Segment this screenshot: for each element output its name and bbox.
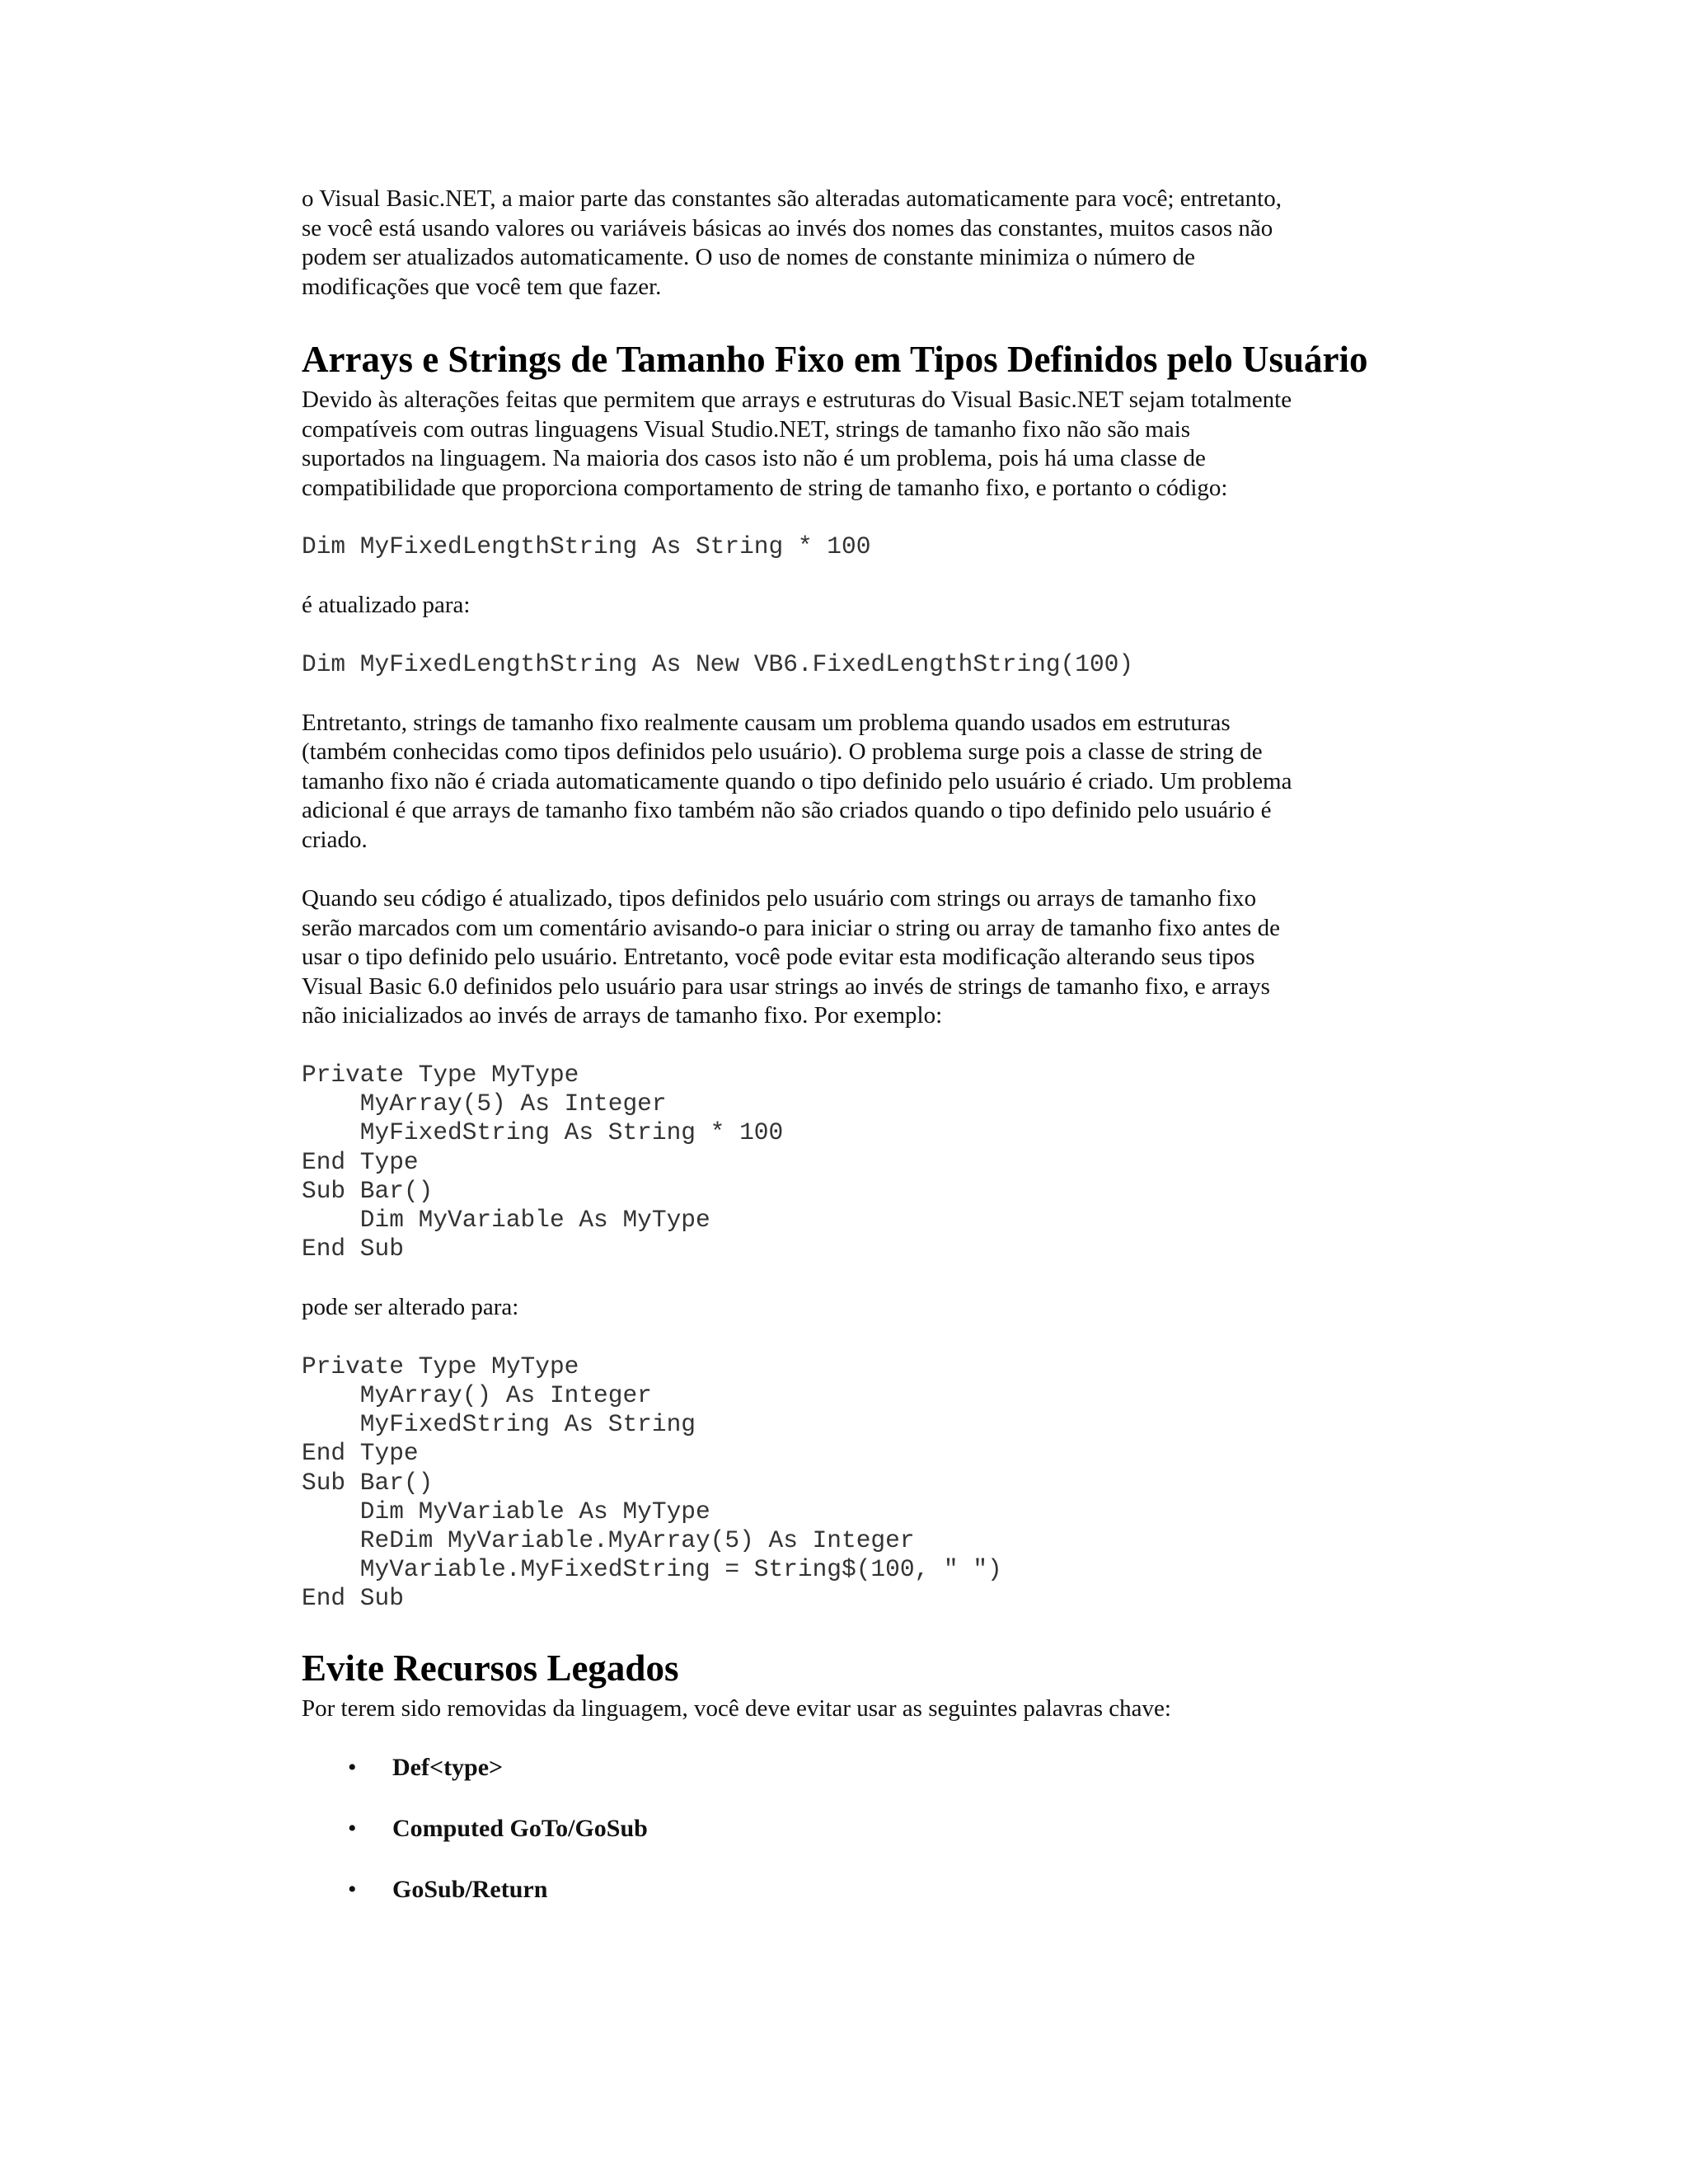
list-item bbox=[302, 1753, 1375, 1783]
text-line: o Visual Basic.NET, a maior parte das constantes são alteradas automaticamente para você; entretanto, bbox=[302, 185, 1282, 212]
text-line: criado. bbox=[302, 826, 368, 853]
text-line: Devido às alterações feitas que permitem que arrays e estruturas do Visual Basic.NET sejam totalmente bbox=[302, 387, 1292, 413]
section-heading-arrays: Arrays e Strings de Tamanho Fixo em Tipos Definidos pelo Usuário bbox=[302, 339, 1368, 380]
keyword-list bbox=[302, 1753, 1375, 1905]
bullet-icon: • bbox=[348, 1815, 357, 1843]
text-line: serão marcados com um comentário avisando-o para iniciar o string ou array de tamanho fixo antes de bbox=[302, 914, 1280, 941]
code-block-4: Private Type MyType MyArray() As Integer MyFixedString As String End Type Sub Bar() Dim MyVariable As MyType ReDim MyVariable.MyArray(5) As Integer MyVariable.MyFixedString = String$(100, " ") End Sub bbox=[302, 1352, 1002, 1613]
arrays-paragraph-3 bbox=[302, 709, 1375, 855]
arrays-paragraph-1 bbox=[302, 386, 1375, 503]
keyword-label: Def<type> bbox=[392, 1754, 504, 1782]
text-line: Visual Basic 6.0 definidos pelo usuário para usar strings ao invés de strings de tamanho fixo, e arrays bbox=[302, 972, 1270, 1000]
section-heading-legacy: Evite Recursos Legados bbox=[302, 1647, 679, 1689]
text-line: suportados na linguagem. Na maioria dos casos isto não é um problema, pois há uma classe de bbox=[302, 445, 1206, 471]
text-line: Quando seu código é atualizado, tipos definidos pelo usuário com strings ou arrays de tamanho fixo bbox=[302, 885, 1257, 912]
text-line: podem ser atualizados automaticamente. O uso de nomes de constante minimiza o número de bbox=[302, 244, 1195, 270]
arrays-paragraph-5: pode ser alterado para: bbox=[302, 1294, 519, 1321]
legacy-paragraph: Por terem sido removidas da linguagem, você deve evitar usar as seguintes palavras chave: bbox=[302, 1694, 1171, 1722]
arrays-paragraph-4 bbox=[302, 884, 1375, 1031]
text-line: usar o tipo definido pelo usuário. Entretanto, você pode evitar esta modificação alterando seus tipos bbox=[302, 944, 1255, 971]
intro-paragraph bbox=[302, 185, 1375, 302]
code-block-2: Dim MyFixedLengthString As New VB6.FixedLengthString(100) bbox=[302, 649, 1134, 678]
list-item bbox=[302, 1814, 1375, 1844]
text-line: compatibilidade que proporciona comportamento de string de tamanho fixo, e portanto o código: bbox=[302, 474, 1228, 501]
bullet-icon: • bbox=[348, 1876, 357, 1904]
keyword-label: GoSub/Return bbox=[392, 1876, 548, 1904]
text-line: adicional é que arrays de tamanho fixo também não são criados quando o tipo definido pelo usuário é bbox=[302, 797, 1272, 824]
text-line: Entretanto, strings de tamanho fixo realmente causam um problema quando usados em estruturas bbox=[302, 709, 1231, 736]
text-line: tamanho fixo não é criada automaticamente quando o tipo definido pelo usuário é criado. Um problema bbox=[302, 767, 1292, 794]
list-item bbox=[302, 1875, 1375, 1905]
keyword-label: Computed GoTo/GoSub bbox=[392, 1815, 648, 1843]
code-block-1: Dim MyFixedLengthString As String * 100 bbox=[302, 532, 871, 560]
bullet-icon: • bbox=[348, 1754, 357, 1782]
code-block-3: Private Type MyType MyArray(5) As Integer MyFixedString As String * 100 End Type Sub Bar() Dim MyVariable As MyType End Sub bbox=[302, 1060, 784, 1263]
text-line: (também conhecidas como tipos definidos pelo usuário). O problema surge pois a classe de string de bbox=[302, 738, 1263, 766]
text-line: modificações que você tem que fazer. bbox=[302, 273, 662, 300]
arrays-paragraph-2: é atualizado para: bbox=[302, 592, 471, 619]
text-line: compatíveis com outras linguagens Visual Studio.NET, strings de tamanho fixo não são mais bbox=[302, 415, 1191, 443]
text-line: não inicializados ao invés de arrays de tamanho fixo. Por exemplo: bbox=[302, 1002, 943, 1029]
text-line: se você está usando valores ou variáveis básicas ao invés dos nomes das constantes, muitos casos não bbox=[302, 214, 1273, 241]
